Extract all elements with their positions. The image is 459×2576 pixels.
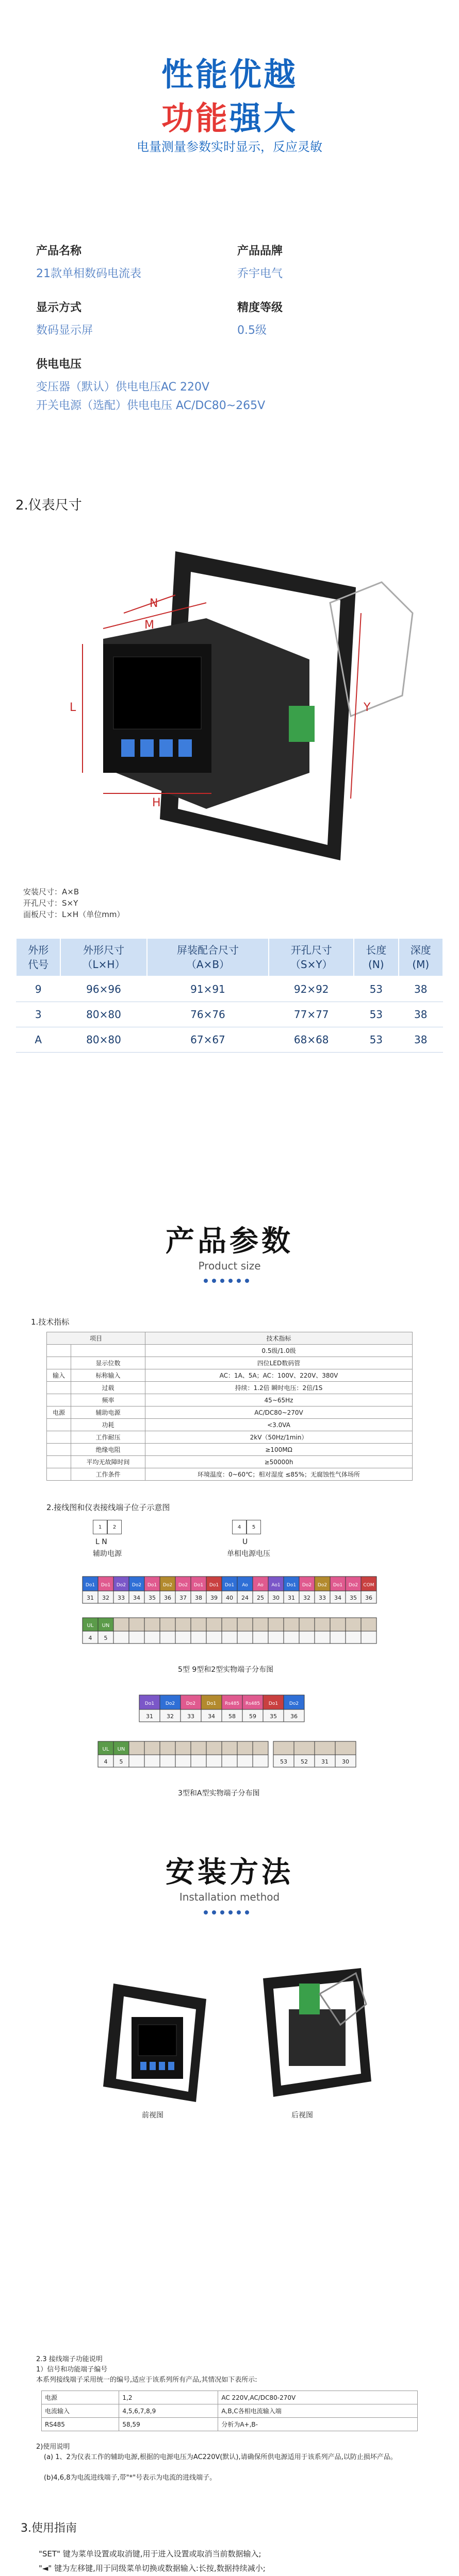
tech-cell <box>47 1394 71 1406</box>
tech-cell: 2kV（50Hz/1min） <box>145 1431 413 1444</box>
dim-cell: 76×76 <box>147 1002 269 1027</box>
strip1-row3-cell <box>346 1618 361 1631</box>
strip1-top-label: Do2 <box>178 1583 188 1588</box>
info-power-line2: 开关电源（选配）供电电压 AC/DC80~265V <box>36 399 266 412</box>
strip1-row4-cell <box>191 1631 206 1643</box>
strip2-bot-label: 58 <box>228 1713 236 1720</box>
strip1-caption: 5型 9型和2型实物端子分布图 <box>178 1666 274 1674</box>
strip1-row3-cell <box>237 1618 253 1631</box>
fn-title1: 2.3 接线端子功能说明 <box>36 2355 103 2363</box>
measure-terminals <box>232 1520 261 1534</box>
strip1-bot-label: 33 <box>319 1595 326 1601</box>
dim-th: 屏装配合尺寸 （A×B） <box>147 938 269 976</box>
fn-note1: (a) 1、2为仪表工作的辅助电源,根据的电源电压为AC220V(默认),请确保所供电源适用于该系列产品,以防止损坏产品。 <box>44 2453 397 2461</box>
info-brand-key: 产品品牌 <box>237 245 283 258</box>
strip1-bot-label: 34 <box>334 1595 341 1601</box>
strip3-bot-cell <box>206 1755 222 1767</box>
table-row <box>47 1357 413 1369</box>
strip1-top-label: Do1 <box>147 1583 157 1588</box>
strip1-row4-cell <box>330 1631 346 1643</box>
tech-cell: AC/DC80~270V <box>145 1406 413 1419</box>
tech-spec-table <box>46 1332 413 1481</box>
hero-title-rest: 强大 <box>230 99 298 137</box>
meter-dimension-illustration <box>21 541 438 860</box>
info-power-key: 供电电压 <box>36 358 82 371</box>
table-row <box>16 976 443 1002</box>
strip1-bot-label: 40 <box>226 1595 233 1601</box>
strip1-row3-cell <box>315 1618 330 1631</box>
tech-cell: AC：1A、5A；AC：100V、220V、380V <box>145 1369 413 1382</box>
strip1-top-label: Do1 <box>209 1583 219 1588</box>
strip1-bot-label: 36 <box>365 1595 372 1601</box>
strip1-row3-cell <box>268 1618 284 1631</box>
strip1-bot-label: 39 <box>210 1595 218 1601</box>
terminal-strip-1 <box>77 1571 382 1659</box>
strip3-bot-cell <box>191 1755 206 1767</box>
strip1-row4-label: 4 <box>88 1635 92 1641</box>
dim-cell: 91×91 <box>147 976 269 1002</box>
strip2-top-label: Do1 <box>206 1701 217 1706</box>
table-row <box>16 1002 443 1027</box>
strip1-bot-label: 34 <box>133 1595 140 1601</box>
section-dim-title: 2.仪表尺寸 <box>15 498 82 513</box>
strip1-row3-cell <box>129 1618 144 1631</box>
strip2-top-label: Do1 <box>268 1701 278 1706</box>
strip1-bot-label: 35 <box>350 1595 357 1601</box>
tech-cell: 显示位数 <box>71 1357 145 1369</box>
strip2-top-label: Do2 <box>289 1701 299 1706</box>
tech-cell: 0.5级/1.0级 <box>145 1345 413 1357</box>
tech-cell: ≥50000h <box>145 1456 413 1468</box>
strip1-top-label: Ao <box>242 1583 248 1588</box>
tech-cell: ≥100MΩ <box>145 1444 413 1456</box>
dim-cell: 53 <box>354 1027 398 1053</box>
terminals-title: 2.接线图和仪表接线端子位子示意图 <box>46 1503 170 1512</box>
aux-power-terminals <box>93 1520 122 1534</box>
strip1-row4-cell <box>253 1631 268 1643</box>
strip1-top-label: Do2 <box>162 1583 173 1588</box>
guide-line2: "◄" 键为左移键,用于同级菜单切换或数据输入:长按,数据持续减小; <box>39 2564 266 2573</box>
strip2-bot-label: 32 <box>167 1713 174 1720</box>
fn-note-title: 2)使用说明 <box>36 2443 70 2451</box>
dim-cell: 53 <box>354 1002 398 1027</box>
strip1-top-label: Ao1 <box>271 1583 281 1588</box>
tech-cell: 技术指标 <box>145 1332 413 1345</box>
dim-cell: 92×92 <box>269 976 354 1002</box>
strip1-row4-label: 5 <box>104 1635 108 1641</box>
install-front-label: 前视图 <box>142 2111 163 2120</box>
fn-title2: 1）信号和功能端子编号 <box>36 2366 108 2374</box>
info-brand-val: 乔宇电气 <box>237 267 283 280</box>
fn-cell: 4,5,6,7,8,9 <box>119 2404 218 2418</box>
aux-ln <box>95 1538 107 1546</box>
tech-cell <box>47 1444 71 1456</box>
fn-title3: 本系列接线端子采用统一的编号,适应于该系列所有产品,其情况如下表所示: <box>36 2376 257 2384</box>
strip3-right-label: 52 <box>301 1758 308 1765</box>
info-power-line1: 变压器（默认）供电电压AC 220V <box>36 381 210 394</box>
aux-l: L <box>95 1538 100 1546</box>
table-row <box>42 2404 418 2418</box>
strip2-bot-label: 34 <box>208 1713 215 1720</box>
tech-cell: 环境温度：0~60℃；相对湿度 ≤85%；无腐蚀性气体场所 <box>145 1468 413 1481</box>
dim-cell: 68×68 <box>269 1027 354 1053</box>
strip3-right-label: 53 <box>280 1758 287 1765</box>
table-row <box>47 1406 413 1419</box>
table-row <box>47 1419 413 1431</box>
tech-cell: 工作耐压 <box>71 1431 145 1444</box>
strip2-top-label: Do2 <box>165 1701 175 1706</box>
strip1-top-label: Do1 <box>224 1583 235 1588</box>
strip1-row4-cell <box>315 1631 330 1643</box>
params-dots <box>204 1279 255 1283</box>
tech-cell: 标称输入 <box>71 1369 145 1382</box>
dim-th: 外形 代号 <box>16 938 60 976</box>
strip3-right-cell <box>294 1741 315 1755</box>
meter-screen <box>113 657 201 729</box>
function-table <box>41 2391 418 2431</box>
install-title: 安装方法 <box>166 1856 293 1889</box>
strip3-bot-cell <box>237 1755 253 1767</box>
strip1-top-label: Do1 <box>333 1583 343 1588</box>
strip1-row3-cell <box>253 1618 268 1631</box>
dim-cell: 38 <box>399 1002 443 1027</box>
install-dots <box>204 1910 255 1914</box>
strip1-top-label: Do2 <box>348 1583 358 1588</box>
tech-cell: 持续：1.2倍 瞬时电压：2倍/1S <box>145 1382 413 1394</box>
install-back-label: 后视图 <box>291 2111 313 2120</box>
terminal-block <box>289 706 315 742</box>
label-n: N <box>150 597 158 610</box>
dim-th: 外形尺寸 （L×H） <box>60 938 146 976</box>
aux-terminal: 2 <box>107 1520 122 1534</box>
strip3-bot-label: 5 <box>119 1758 123 1765</box>
strip3-top-label: UL <box>102 1747 109 1752</box>
table-row <box>42 2391 418 2404</box>
tech-title: 1.技术指标 <box>31 1317 70 1327</box>
strip3-top-cell <box>253 1741 268 1755</box>
strip1-top-label: Do2 <box>116 1583 126 1588</box>
strip3-right-cell <box>315 1741 335 1755</box>
strip1-bot-label: 30 <box>272 1595 280 1601</box>
terminal-strip-2 <box>77 1690 382 1783</box>
strip1-row3-cell <box>113 1618 129 1631</box>
tech-cell <box>47 1456 71 1468</box>
tech-cell: 四位LED数码管 <box>145 1357 413 1369</box>
info-accuracy-key: 精度等级 <box>237 301 283 314</box>
dim-th: 深度 (M) <box>399 938 443 976</box>
strip1-row4-cell <box>268 1631 284 1643</box>
strip2-bot-label: 35 <box>270 1713 277 1720</box>
aux-power-label: 辅助电源 <box>93 1550 122 1558</box>
strip3-top-cell <box>160 1741 175 1755</box>
strip3-right-label: 30 <box>342 1758 349 1765</box>
params-title: 产品参数 <box>166 1225 293 1258</box>
tech-cell: 项目 <box>47 1332 145 1345</box>
tech-cell: 绝缘电阻 <box>71 1444 145 1456</box>
dim-cell: 67×67 <box>147 1027 269 1053</box>
table-row <box>47 1456 413 1468</box>
strip2-caption: 3型和A型实物端子分布图 <box>178 1789 260 1798</box>
strip1-top-label: Do1 <box>286 1583 297 1588</box>
table-row <box>47 1468 413 1481</box>
strip1-top-label: Do2 <box>132 1583 142 1588</box>
strip3-bot-cell <box>129 1755 144 1767</box>
dimension-table <box>15 938 444 1053</box>
tech-cell: 电源 <box>47 1406 71 1419</box>
strip1-row4-cell <box>144 1631 160 1643</box>
tech-cell <box>47 1431 71 1444</box>
strip1-row3-cell <box>191 1618 206 1631</box>
strip2-top-label: Do2 <box>186 1701 196 1706</box>
info-name-key: 产品名称 <box>36 245 82 258</box>
strip2-bot-label: 31 <box>146 1713 153 1720</box>
strip1-bot-label: 31 <box>87 1595 94 1601</box>
dim-cell: 9 <box>16 976 60 1002</box>
strip1-row3-cell <box>299 1618 315 1631</box>
dim-cell: 80×80 <box>60 1027 146 1053</box>
strip1-bot-label: 31 <box>288 1595 295 1601</box>
tech-cell <box>47 1357 71 1369</box>
strip1-top-label: Ao <box>257 1583 264 1588</box>
table-row <box>47 1345 413 1357</box>
install-front-illustration <box>93 1973 217 2107</box>
strip1-bot-label: 35 <box>149 1595 156 1601</box>
strip2-bot-label: 33 <box>187 1713 194 1720</box>
fn-cell: A,B,C各相电流输入端 <box>218 2404 418 2418</box>
label-l: L <box>70 701 76 714</box>
strip1-row3-cell <box>175 1618 191 1631</box>
table-row <box>47 1382 413 1394</box>
meas-terminal: 5 <box>247 1520 261 1534</box>
dim-legend-1: 安装尺寸：A×B <box>23 887 79 896</box>
dim-cell: 38 <box>399 1027 443 1053</box>
strip1-bot-label: 32 <box>303 1595 310 1601</box>
fn-cell: 1,2 <box>119 2391 218 2404</box>
dim-legend-2: 开孔尺寸：S×Y <box>23 899 78 908</box>
fn-note2: (b)4,6,8为电流进线端子,带"*"号表示为电流的进线端子。 <box>44 2474 217 2482</box>
strip1-top-label: Do1 <box>101 1583 111 1588</box>
strip1-top-label: Do1 <box>85 1583 95 1588</box>
table-row <box>42 2418 418 2431</box>
strip1-bot-label: 37 <box>179 1595 187 1601</box>
tech-cell: 功耗 <box>71 1419 145 1431</box>
table-row <box>16 1027 443 1053</box>
tech-cell <box>47 1419 71 1431</box>
hero-title-line1: 性能优越 <box>161 56 298 93</box>
strip1-row3-cell <box>222 1618 237 1631</box>
tech-cell <box>47 1382 71 1394</box>
meter-button-1 <box>121 739 135 757</box>
hero-subtitle: 电量测量参数实时显示，反应灵敏 <box>137 140 322 154</box>
label-y: Y <box>364 701 371 714</box>
strip1-row4-cell <box>129 1631 144 1643</box>
hero-title-accent: 功能 <box>161 99 230 137</box>
tech-cell <box>47 1345 71 1357</box>
strip1-top-label: Do2 <box>317 1583 327 1588</box>
strip3-bot-cell <box>175 1755 191 1767</box>
strip2-top-label: Rs485 <box>245 1701 260 1706</box>
strip1-row3-cell <box>330 1618 346 1631</box>
dim-th: 开孔尺寸 （S×Y） <box>269 938 354 976</box>
strip2-bot-label: 59 <box>249 1713 256 1720</box>
tech-cell <box>47 1468 71 1481</box>
strip1-row4-cell <box>346 1631 361 1643</box>
info-accuracy-val: 0.5级 <box>237 324 267 337</box>
strip3-top-label: UN <box>117 1747 125 1752</box>
strip1-row4-cell <box>160 1631 175 1643</box>
strip2-bot-label: 36 <box>290 1713 298 1720</box>
meter-button-3 <box>159 739 173 757</box>
meas-label: 单相电源电压 <box>227 1550 270 1558</box>
strip1-row4-cell <box>361 1631 376 1643</box>
strip1-top-label: Do2 <box>302 1583 312 1588</box>
strip1-bot-label: 32 <box>102 1595 109 1601</box>
strip1-row3-cell <box>284 1618 299 1631</box>
dim-cell: 3 <box>16 1002 60 1027</box>
tech-cell <box>71 1345 145 1357</box>
strip1-row3-cell <box>206 1618 222 1631</box>
meas-u: U <box>242 1538 248 1546</box>
strip1-row4-cell <box>113 1631 129 1643</box>
meas-terminal: 4 <box>232 1520 247 1534</box>
strip1-row3-label: UL <box>87 1623 94 1629</box>
strip3-bot-label: 4 <box>104 1758 108 1765</box>
strip1-bot-label: 33 <box>118 1595 125 1601</box>
tech-cell: 输入 <box>47 1369 71 1382</box>
install-subtitle: Installation method <box>179 1891 280 1903</box>
table-row <box>47 1431 413 1444</box>
meter-button-4 <box>178 739 192 757</box>
strip3-top-cell <box>206 1741 222 1755</box>
strip1-row4-cell <box>237 1631 253 1643</box>
strip1-top-label: Do1 <box>193 1583 204 1588</box>
tech-cell: 45~65Hz <box>145 1394 413 1406</box>
strip1-row3-cell <box>361 1618 376 1631</box>
strip3-top-cell <box>237 1741 253 1755</box>
strip3-top-cell <box>191 1741 206 1755</box>
strip1-bot-label: 36 <box>164 1595 171 1601</box>
strip3-bot-cell <box>253 1755 268 1767</box>
fn-cell: AC 220V,AC/DC80-270V <box>218 2391 418 2404</box>
strip3-top-cell <box>222 1741 237 1755</box>
tech-cell: 工作条件 <box>71 1468 145 1481</box>
dim-cell: 77×77 <box>269 1002 354 1027</box>
strip1-row4-cell <box>206 1631 222 1643</box>
info-display-key: 显示方式 <box>36 301 82 314</box>
strip1-row3-label: UN <box>102 1623 110 1629</box>
strip1-row4-cell <box>222 1631 237 1643</box>
strip1-bot-label: 38 <box>195 1595 202 1601</box>
strip1-top-label: COM <box>363 1583 374 1588</box>
info-name-val: 21款单相数码电流表 <box>36 267 141 280</box>
label-m: M <box>144 619 154 632</box>
strip1-bot-label: 24 <box>241 1595 249 1601</box>
label-h: H <box>152 796 161 809</box>
dim-legend-3: 面板尺寸：L×H（单位mm） <box>23 910 125 919</box>
tech-cell: 过载 <box>71 1382 145 1394</box>
strip1-row4-cell <box>175 1631 191 1643</box>
fn-cell: 电流输入 <box>42 2404 119 2418</box>
aux-n: N <box>102 1538 107 1546</box>
table-row <box>47 1444 413 1456</box>
dim-cell: A <box>16 1027 60 1053</box>
hero-banner <box>0 0 459 185</box>
tech-cell: 平均无故障时间 <box>71 1456 145 1468</box>
strip1-row3-cell <box>144 1618 160 1631</box>
table-row <box>47 1332 413 1345</box>
aux-terminal: 1 <box>93 1520 107 1534</box>
strip3-bot-cell <box>144 1755 160 1767</box>
tech-cell: 频率 <box>71 1394 145 1406</box>
strip3-right-label: 31 <box>321 1758 329 1765</box>
fn-cell: 电源 <box>42 2391 119 2404</box>
dim-cell: 38 <box>399 976 443 1002</box>
strip3-right-cell <box>335 1741 356 1755</box>
fn-cell: 58,59 <box>119 2418 218 2431</box>
dim-th: 长度 (N) <box>354 938 398 976</box>
guide-title: 3.使用指南 <box>21 2522 77 2535</box>
strip1-bot-label: 25 <box>257 1595 264 1601</box>
params-subtitle: Product size <box>198 1260 261 1272</box>
strip3-top-cell <box>129 1741 144 1755</box>
strip3-bot-cell <box>160 1755 175 1767</box>
dim-cell: 96×96 <box>60 976 146 1002</box>
table-row <box>47 1394 413 1406</box>
strip1-row4-cell <box>299 1631 315 1643</box>
strip3-top-cell <box>175 1741 191 1755</box>
info-display-val: 数码显示屏 <box>36 324 93 337</box>
dim-cell: 53 <box>354 976 398 1002</box>
dim-cell: 80×80 <box>60 1002 146 1027</box>
guide-line1: "SET" 键为菜单设置或取消键,用于进入设置或取消当前数据输入; <box>39 2549 261 2558</box>
table-row <box>47 1369 413 1382</box>
tech-cell: <3.0VA <box>145 1419 413 1431</box>
strip2-top-label: Rs485 <box>224 1701 240 1706</box>
install-back-illustration <box>242 1963 376 2102</box>
dim-legend <box>23 886 124 920</box>
strip3-right-cell <box>273 1741 294 1755</box>
fn-cell: RS485 <box>42 2418 119 2431</box>
strip1-row4-cell <box>284 1631 299 1643</box>
strip3-top-cell <box>144 1741 160 1755</box>
strip1-row3-cell <box>160 1618 175 1631</box>
meter-button-2 <box>140 739 154 757</box>
tech-cell: 辅助电源 <box>71 1406 145 1419</box>
fn-cell: 分析为A+,B- <box>218 2418 418 2431</box>
strip2-top-label: Do1 <box>144 1701 155 1706</box>
hero-title-line2 <box>0 93 459 139</box>
strip3-bot-cell <box>222 1755 237 1767</box>
